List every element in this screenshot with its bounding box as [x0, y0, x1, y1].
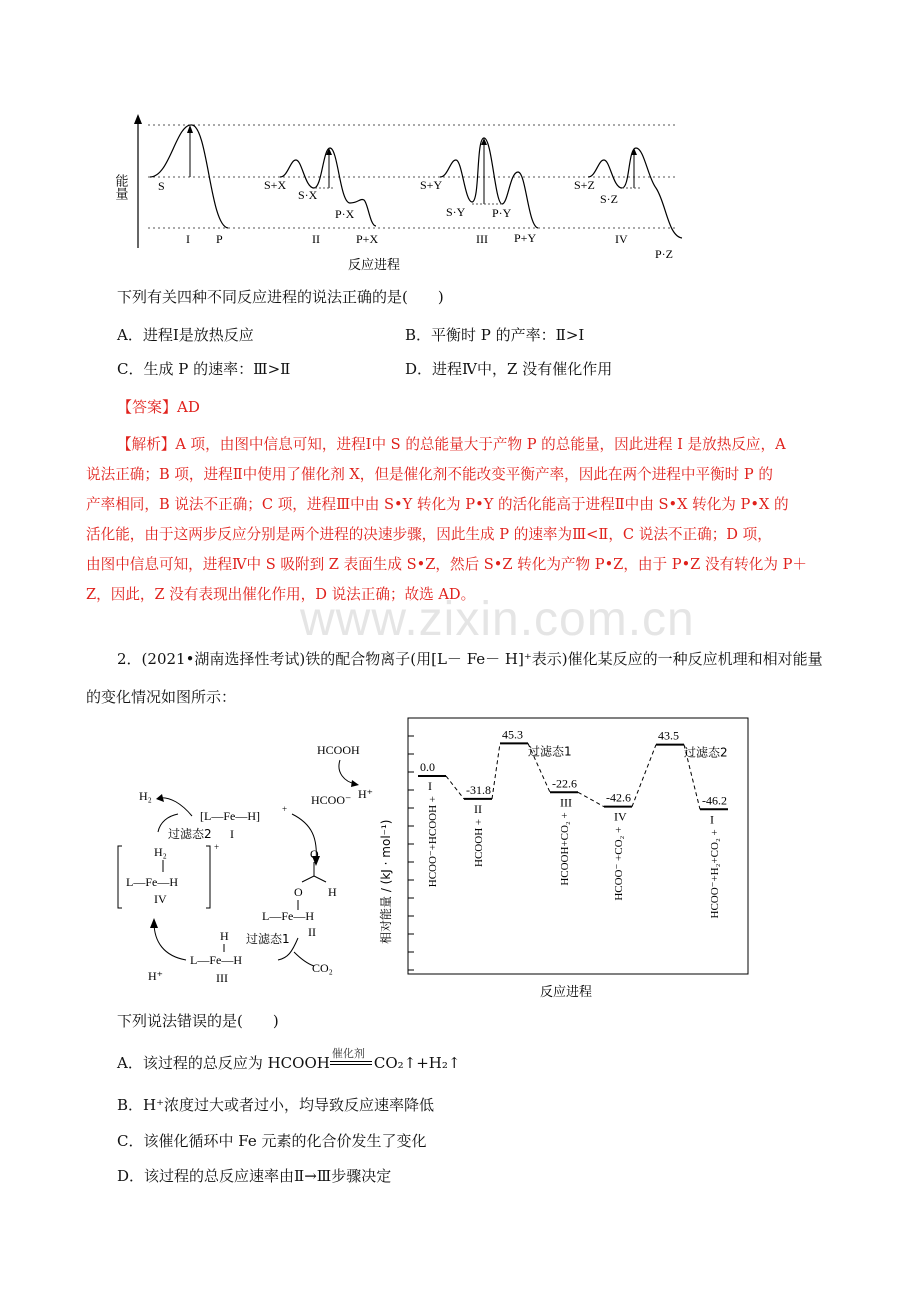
svg-text:L—Fe—H: L—Fe—H [190, 953, 242, 967]
q2-option-a[interactable] [117, 1047, 461, 1074]
energy-ylabel: 相对能量 / (kJ · mol⁻¹) [379, 819, 393, 944]
label-hplus-2: H⁺ [148, 969, 163, 983]
intermediate-label: III [560, 795, 572, 810]
energy-value-label: -46.2 [702, 793, 727, 808]
label-P-plus-X: P+X [356, 232, 379, 246]
energy-xlabel: 反应进程 [540, 985, 593, 1000]
energy-value-label: -31.8 [466, 782, 491, 797]
analysis-line: 活化能，由于这两步反应分别是两个进程的决速步骤，因此生成 P 的速率为Ⅲ<Ⅱ，C 说法不正确；D 项， [86, 526, 772, 543]
q2-option-c[interactable]: C．该催化循环中 Fe 元素的化合价发生了变化 [117, 1132, 427, 1150]
q2-stem2: 下列说法错误的是( ) [117, 1012, 279, 1030]
energy-value-label: 0.0 [420, 760, 435, 774]
label-ts1: 过滤态1 [246, 932, 290, 946]
svg-text:+: + [214, 842, 220, 852]
energy-connector [446, 776, 464, 799]
svg-text:[L—Fe—H]: [L—Fe—H] [200, 809, 260, 823]
option-a-suffix: CO₂↑+H₂↑ [373, 1054, 461, 1072]
q1-option-d[interactable]: D．进程Ⅳ中，Z 没有催化作用 [405, 360, 613, 378]
energy-connector [632, 745, 656, 807]
label-S-Y: S·Y [446, 205, 466, 219]
energy-value-label: 43.5 [658, 728, 679, 743]
label-P-plus-Y: P+Y [514, 231, 537, 245]
species-label: HCOO⁻+HCOOH + [427, 796, 439, 888]
transition-state-label: 过滤态2 [684, 745, 728, 760]
label-complex-iii: III [216, 971, 228, 985]
svg-text:L—Fe—H: L—Fe—H [126, 875, 178, 889]
label-S-Z: S·Z [600, 192, 618, 206]
label-S-plus-Y: S+Y [420, 178, 443, 192]
label-P-Y: P·Y [492, 206, 512, 220]
energy-value-label: -22.6 [552, 776, 577, 791]
label-IV: IV [615, 232, 628, 246]
label-co2: CO₂ [312, 961, 333, 975]
species-label: HCOOH + [473, 818, 485, 867]
label-III: III [476, 232, 488, 246]
q2-stem-line2: 的变化情况如图所示： [86, 688, 237, 706]
energy-value-label: -42.6 [606, 790, 631, 805]
label-S-plus-X: S+X [264, 178, 287, 192]
label-ts2: 过滤态2 [168, 827, 212, 841]
catalytic-cycle-figure [112, 738, 412, 1000]
svg-text:L—Fe—H: L—Fe—H [262, 909, 314, 923]
energy-levels [418, 727, 728, 918]
species-label: HCOO⁻ +CO₂ + [613, 826, 625, 901]
y-axis-label: 能量 [112, 174, 128, 200]
energy-connector [578, 792, 604, 806]
label-S-plus-Z: S+Z [574, 178, 595, 192]
analysis-line: Z，因此，Z 没有表现出催化作用，D 说法正确；故选 AD。 [86, 586, 476, 603]
analysis-line: 【解析】A 项，由图中信息可知，进程Ⅰ中 S 的总能量大于产物 P 的总能量，因此进程 I 是放热反应，A [117, 436, 786, 453]
energy-profile-figure-1 [110, 108, 700, 278]
label-P: P [216, 232, 223, 246]
q1-option-c[interactable]: C．生成 P 的速率：Ⅲ>Ⅱ [117, 360, 291, 378]
label-complex-ii: II [308, 925, 316, 939]
q1-option-a[interactable]: A．进程Ⅰ是放热反应 [117, 326, 254, 344]
transition-state-label: 过滤态1 [528, 744, 572, 759]
intermediate-label: I [428, 779, 432, 793]
label-S: S [158, 179, 165, 193]
label-h-formate: H [328, 885, 337, 899]
q2-option-d[interactable]: D．该过程的总反应速率由Ⅱ→Ⅲ步骤决定 [117, 1167, 392, 1185]
svg-text:+: + [282, 804, 288, 814]
label-P-Z: P·Z [655, 247, 673, 261]
watermark: www.zixin.com.cn [300, 593, 695, 646]
label-o-top: O [310, 847, 319, 861]
x-axis-label: 反应进程 [348, 258, 401, 273]
label-hcooh: HCOOH [317, 743, 360, 757]
svg-text:H₂: H₂ [154, 845, 167, 859]
q1-stem: 下列有关四种不同反应进程的说法正确的是( ) [117, 288, 444, 306]
analysis-line: 由图中信息可知，进程Ⅳ中 S 吸附到 Z 表面生成 S•Z，然后 S•Z 转化为产物 P•Z，由于 P•Z 没有转化为 P＋ [86, 556, 807, 573]
q1-analysis [86, 430, 846, 610]
species-label: HCOO⁻+H₂+CO₂ + [709, 829, 721, 919]
svg-text:H: H [220, 929, 229, 943]
intermediate-label: II [474, 801, 482, 816]
energy-diagram-figure-2 [378, 716, 754, 1008]
energy-value-label: 45.3 [502, 727, 523, 742]
option-a-prefix: A．该过程的总反应为 HCOOH [117, 1054, 330, 1072]
intermediate-label: IV [614, 809, 627, 824]
label-hplus: H⁺ [358, 787, 373, 801]
q1-option-b[interactable]: B．平衡时 P 的产率：Ⅱ>Ⅰ [405, 326, 585, 344]
y-axis-ticks [408, 736, 414, 970]
catalyst-label: 催化剂 [331, 1047, 365, 1060]
energy-connector [492, 743, 500, 799]
analysis-line: 说法正确；B 项，进程Ⅱ中使用了催化剂 X，但是催化剂不能改变平衡产率，因此在两个进程中平衡时 P 的 [86, 466, 773, 483]
label-P-X: P·X [335, 207, 355, 221]
label-h2: H₂ [139, 789, 152, 803]
label-II: II [312, 232, 320, 246]
q2-stem-line1: 2．(2021•湖南选择性考试)铁的配合物离子(用[L－ Fe－ H]⁺表示)催化某反应的一种反应机理和相对能量 [117, 650, 823, 668]
species-label: HCOOH+CO₂ + [559, 812, 571, 886]
q2-option-b[interactable]: B．H⁺浓度过大或者过小，均导致反应速率降低 [117, 1096, 435, 1114]
catalyst-arrow [330, 1047, 374, 1071]
label-I: I [186, 232, 190, 246]
intermediate-label: I [710, 812, 714, 827]
q1-answer: 【答案】AD [117, 398, 200, 416]
analysis-line: 产率相同，B 说法不正确；C 项，进程Ⅲ中由 S•Y 转化为 P•Y 的活化能高于进程Ⅱ中由 S•X 转化为 P•X 的 [86, 496, 789, 513]
label-S-X: S·X [298, 188, 318, 202]
label-hcoo: HCOO⁻ [311, 793, 352, 807]
label-o-bottom: O [294, 885, 303, 899]
label-complex-i: I [230, 827, 234, 841]
label-complex-iv: IV [154, 892, 167, 906]
